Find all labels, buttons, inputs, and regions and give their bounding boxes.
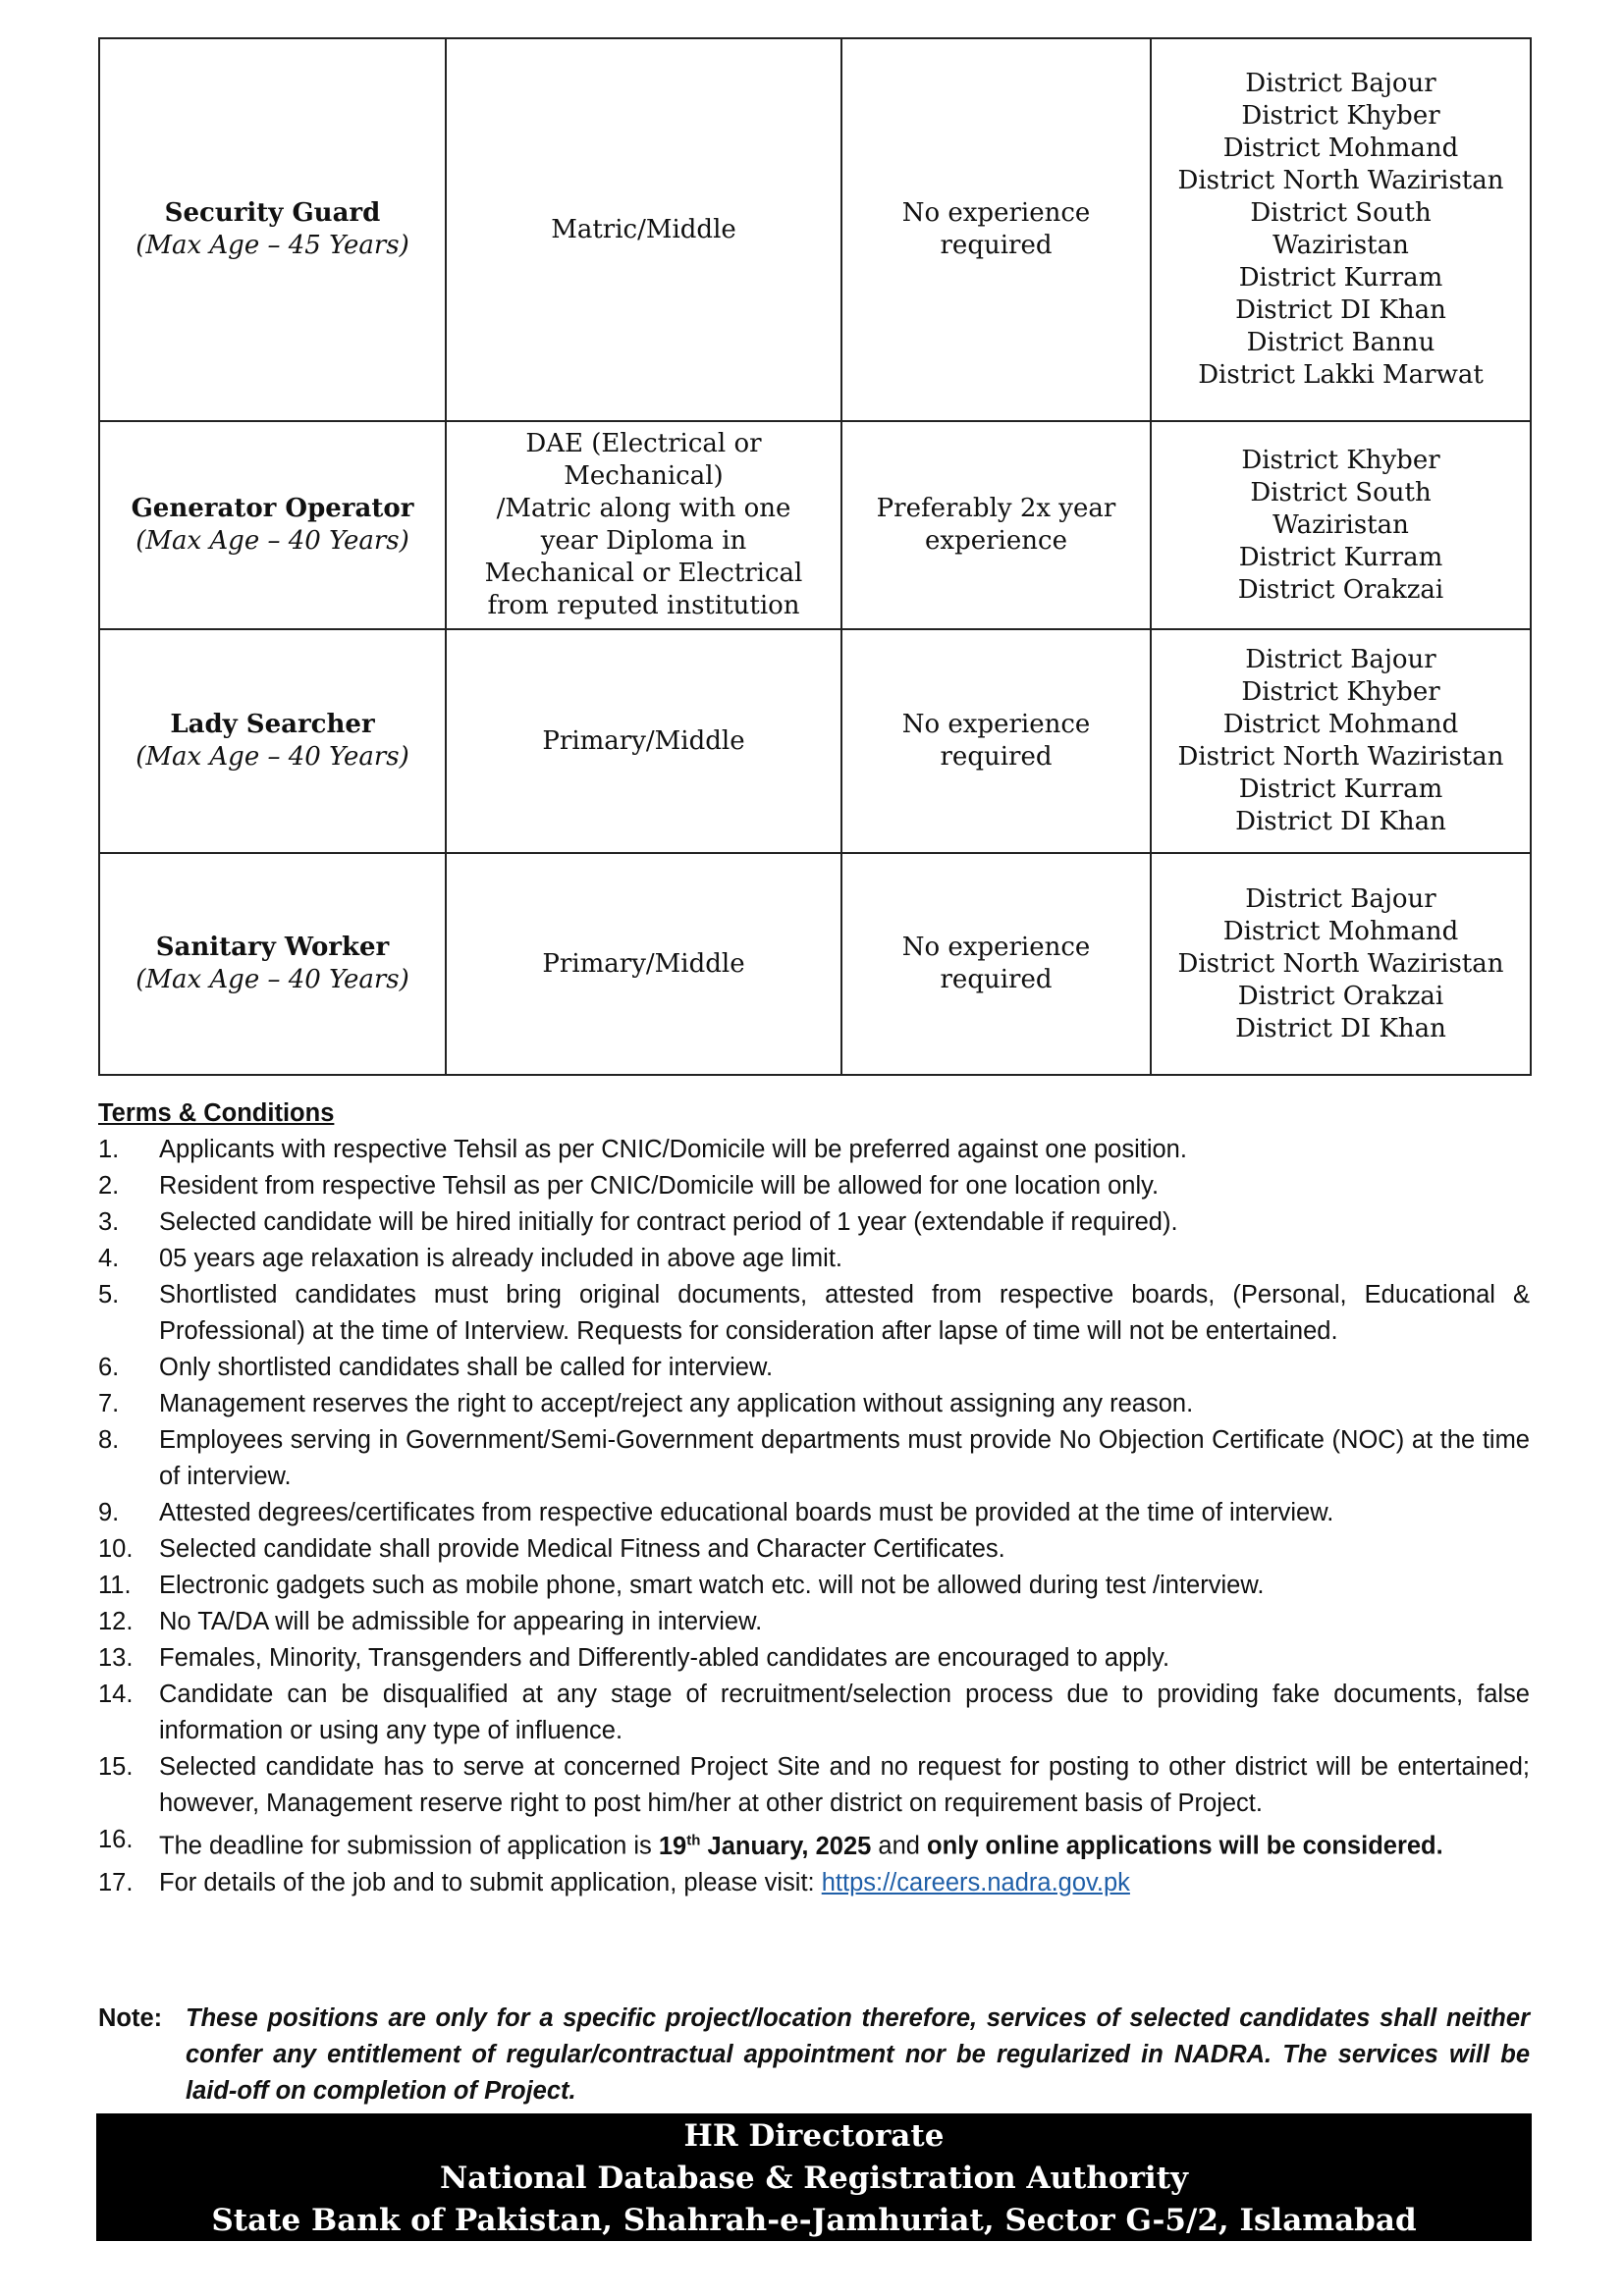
- item-text: 05 years age relaxation is already included in above age limit.: [159, 1245, 842, 1272]
- careers-link[interactable]: https://careers.nadra.gov.pk: [821, 1868, 1130, 1896]
- note-text: These positions are only for a specific project/location therefore, services of selected candidates shall neither confer any entitlement of regular/contractual appointment nor be regularized in NADRA. The services will be laid-off on completion of Project.: [186, 2004, 1530, 2105]
- district-line: District South: [1250, 198, 1432, 228]
- list-item: [98, 1132, 1530, 1168]
- qualification-line: /Matric along with one: [496, 494, 791, 523]
- list-item: [98, 1568, 1530, 1604]
- item-text: Employees serving in Government/Semi-Government departments must provide No Objection Certificate (NOC) at the time of interview.: [159, 1426, 1530, 1490]
- table-row: [99, 629, 1531, 853]
- item-number: 9.: [98, 1499, 120, 1526]
- qualification-line: Mechanical or Electrical: [484, 559, 803, 588]
- footer-banner: [96, 2113, 1532, 2241]
- footer-directorate: HR Directorate: [683, 2118, 945, 2154]
- item-text: Management reserves the right to accept/reject any application without assigning any reason.: [159, 1390, 1194, 1417]
- list-item: [98, 1386, 1530, 1422]
- district-line: District Kurram: [1238, 263, 1443, 293]
- item-text: Selected candidate will be hired initially for contract period of 1 year (extendable if required).: [159, 1208, 1178, 1236]
- footer-address: State Bank of Pakistan, Shahrah-e-Jamhuriat, Sector G-5/2, Islamabad: [211, 2203, 1417, 2238]
- item-number: 6.: [98, 1354, 120, 1381]
- item-number: 16.: [98, 1826, 134, 1853]
- position-max-age: (Max Age – 45 Years): [135, 231, 409, 260]
- table-row: [99, 38, 1531, 421]
- deadline-date: [659, 1833, 871, 1860]
- footer-organization: National Database & Registration Authority: [439, 2161, 1189, 2196]
- item-number: 8.: [98, 1426, 120, 1454]
- terms-heading: Terms & Conditions: [98, 1099, 335, 1127]
- qualification-cell: [446, 38, 841, 421]
- note-label: Note:: [98, 2004, 163, 2032]
- list-item: [98, 1822, 1530, 1865]
- terms-and-conditions: [98, 1095, 1530, 1901]
- district-line: District North Waziristan: [1177, 742, 1504, 772]
- list-item: [98, 1604, 1530, 1640]
- position-max-age: (Max Age – 40 Years): [135, 526, 409, 556]
- district-line: District Mohmand: [1222, 710, 1459, 739]
- note-section: [98, 2001, 1530, 2109]
- item-text: Applicants with respective Tehsil as per CNIC/Domicile will be preferred against one position.: [159, 1136, 1187, 1163]
- district-line: District Mohmand: [1222, 133, 1459, 163]
- experience-cell: [841, 421, 1151, 629]
- district-line: District Kurram: [1238, 542, 1443, 572]
- list-item: [98, 1204, 1530, 1241]
- position-max-age: (Max Age – 40 Years): [135, 965, 409, 994]
- qualification-line: DAE (Electrical or: [525, 429, 762, 458]
- deadline-day: 19: [658, 1832, 687, 1860]
- district-line: Waziristan: [1272, 231, 1409, 260]
- item-text: Attested degrees/certificates from respective educational boards must be provided at the time of interview.: [159, 1499, 1334, 1526]
- list-item: [98, 1677, 1530, 1749]
- item-number: 1.: [98, 1136, 120, 1163]
- position-title: Security Guard: [164, 198, 381, 228]
- item-number: 17.: [98, 1868, 134, 1896]
- position-title: Sanitary Worker: [155, 933, 390, 962]
- experience-line: No experience: [901, 710, 1091, 739]
- item-text: [159, 1822, 1530, 1865]
- list-item: [98, 1865, 1530, 1901]
- district-line: District South: [1250, 477, 1432, 507]
- item-text: Only shortlisted candidates shall be called for interview.: [159, 1354, 774, 1381]
- item-number: 5.: [98, 1281, 120, 1308]
- district-line: District Mohmand: [1222, 916, 1459, 946]
- online-only-emphasis: only online applications will be considered.: [927, 1832, 1443, 1860]
- experience-line: No experience: [901, 933, 1091, 962]
- item-number: 12.: [98, 1608, 134, 1635]
- experience-cell: [841, 629, 1151, 853]
- list-item: [98, 1422, 1530, 1495]
- deadline-month-year: January, 2025: [700, 1832, 872, 1860]
- list-item: [98, 1749, 1530, 1822]
- item-text: Females, Minority, Transgenders and Differently-abled candidates are encouraged to apply.: [159, 1644, 1170, 1672]
- district-line: District DI Khan: [1235, 807, 1446, 836]
- district-line: District Bannu: [1246, 328, 1435, 357]
- positions-table: [98, 37, 1532, 1076]
- item-number: 10.: [98, 1535, 134, 1563]
- districts-cell: [1151, 853, 1531, 1075]
- qualification-line: Primary/Middle: [542, 948, 745, 979]
- qualification-cell: [446, 853, 841, 1075]
- item-number: 2.: [98, 1172, 120, 1200]
- position-cell: [99, 38, 446, 421]
- experience-cell: [841, 38, 1151, 421]
- item-number: 7.: [98, 1390, 120, 1417]
- qualification-line: year Diploma in: [540, 526, 747, 556]
- list-item: [98, 1168, 1530, 1204]
- qualification-line: Matric/Middle: [551, 214, 736, 244]
- visit-text: For details of the job and to submit application, please visit:: [159, 1868, 822, 1896]
- experience-line: No experience: [901, 198, 1091, 228]
- item-number: 4.: [98, 1245, 120, 1272]
- district-line: District Bajour: [1245, 883, 1436, 914]
- district-line: District Kurram: [1238, 774, 1443, 804]
- position-cell: [99, 421, 446, 629]
- districts-cell: [1151, 421, 1531, 629]
- item-text: No TA/DA will be admissible for appearing in interview.: [159, 1608, 763, 1635]
- item-text: Selected candidate has to serve at concerned Project Site and no request for posting to other district will be entertained; however, Management reserve right to post him/her at other district on requirement basis of Project.: [159, 1753, 1530, 1817]
- position-max-age: (Max Age – 40 Years): [135, 742, 409, 772]
- list-item: [98, 1277, 1530, 1350]
- list-item: [98, 1350, 1530, 1386]
- district-line: District Lakki Marwat: [1198, 360, 1484, 390]
- qualification-cell: [446, 629, 841, 853]
- item-text: [159, 1865, 1530, 1901]
- position-title: Generator Operator: [131, 494, 414, 523]
- deadline-day-suffix: th: [686, 1832, 701, 1848]
- experience-line: experience: [925, 526, 1067, 556]
- district-line: District North Waziristan: [1177, 166, 1504, 195]
- district-line: District Bajour: [1245, 645, 1436, 674]
- district-line: District Khyber: [1241, 101, 1440, 131]
- position-title: Lady Searcher: [170, 710, 375, 739]
- district-line: District Khyber: [1241, 445, 1440, 475]
- item-number: 3.: [98, 1208, 120, 1236]
- deadline-prefix: The deadline for submission of application is: [159, 1832, 659, 1860]
- item-number: 13.: [98, 1644, 134, 1672]
- list-item: [98, 1531, 1530, 1568]
- qualification-cell: [446, 421, 841, 629]
- district-line: District DI Khan: [1235, 1013, 1446, 1043]
- districts-cell: [1151, 629, 1531, 853]
- district-line: District Orakzai: [1237, 981, 1444, 1011]
- list-item: [98, 1495, 1530, 1531]
- table-row: [99, 853, 1531, 1075]
- experience-line: required: [940, 965, 1053, 994]
- item-text: Resident from respective Tehsil as per CNIC/Domicile will be allowed for one location only.: [159, 1172, 1160, 1200]
- item-text: Electronic gadgets such as mobile phone, smart watch etc. will not be allowed during test /interview.: [159, 1572, 1265, 1599]
- list-item: [98, 1640, 1530, 1677]
- list-item: [98, 1241, 1530, 1277]
- item-text: Shortlisted candidates must bring original documents, attested from respective boards, (Personal, Educational & Professional) at the time of Interview. Requests for consideration after lapse of time will not be entertained.: [159, 1281, 1530, 1345]
- item-number: 11.: [98, 1572, 132, 1599]
- position-cell: [99, 629, 446, 853]
- item-number: 15.: [98, 1753, 134, 1781]
- experience-line: Preferably 2x year: [876, 494, 1116, 523]
- district-line: Waziristan: [1272, 509, 1409, 540]
- district-line: District DI Khan: [1235, 295, 1446, 325]
- item-number: 14.: [98, 1681, 134, 1708]
- districts-cell: [1151, 38, 1531, 421]
- qualification-line: Mechanical): [564, 461, 724, 491]
- district-line: District Bajour: [1245, 69, 1436, 98]
- qualification-line: from reputed institution: [487, 591, 800, 620]
- experience-cell: [841, 853, 1151, 1075]
- position-cell: [99, 853, 446, 1075]
- district-line: District Orakzai: [1237, 574, 1444, 605]
- experience-line: required: [940, 231, 1053, 260]
- deadline-connector: and: [871, 1832, 928, 1860]
- item-text: Selected candidate shall provide Medical Fitness and Character Certificates.: [159, 1535, 1005, 1563]
- table-row: [99, 421, 1531, 629]
- district-line: District Khyber: [1241, 677, 1440, 707]
- qualification-line: Primary/Middle: [542, 725, 745, 756]
- item-text: Candidate can be disqualified at any stage of recruitment/selection process due to providing fake documents, false information or using any type of influence.: [159, 1681, 1530, 1744]
- district-line: District North Waziristan: [1177, 948, 1504, 979]
- experience-line: required: [940, 742, 1053, 772]
